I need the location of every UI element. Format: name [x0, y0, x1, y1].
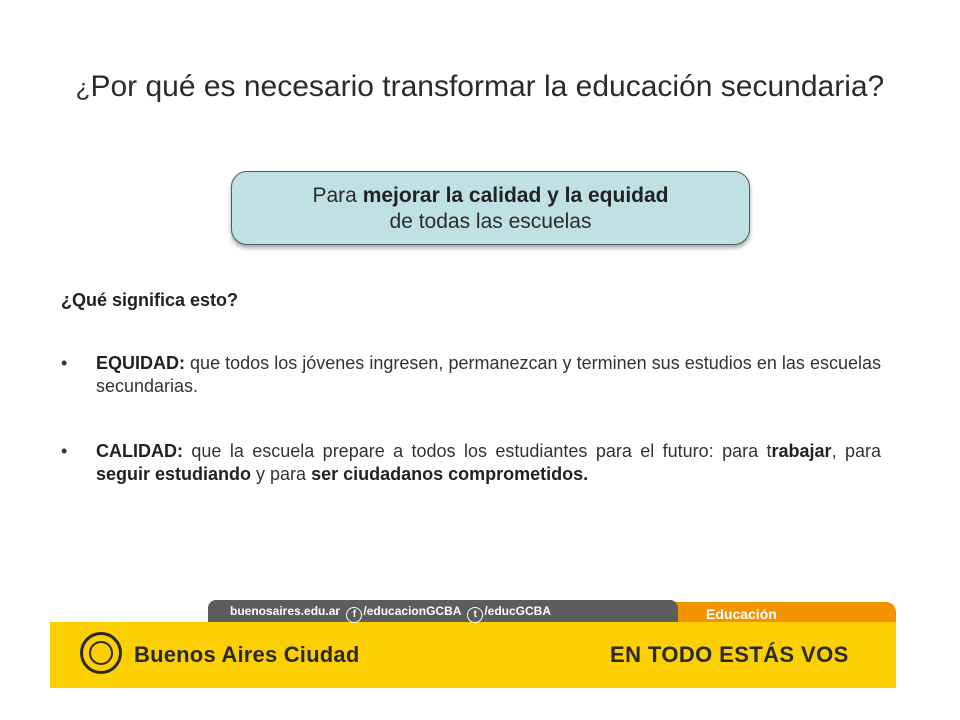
title-lead-mark: ¿ [75, 75, 91, 102]
bullet-text: CALIDAD: que la escuela prepare a todos los estudiantes para el futuro: para trabajar, para seguir estudiando y para ser ciudadanos comprometidos. [96, 441, 881, 484]
bullet-marker: • [61, 441, 68, 461]
city-name: Buenos Aires Ciudad [134, 642, 360, 667]
callout-prefix: Para [312, 184, 363, 207]
twitter-icon: t [467, 607, 483, 623]
bullet-calidad [61, 440, 881, 486]
section-tab-educacion: Educación [646, 602, 896, 622]
footer-links-strip [208, 600, 678, 622]
title-text: Por qué es necesario transformar la educación secundaria? [90, 70, 885, 103]
bullet-equidad [61, 352, 881, 398]
callout-line-1 [232, 183, 749, 209]
city-seal-icon [80, 632, 122, 674]
footer-yellow-bar [50, 622, 896, 688]
facebook-link[interactable]: /educacionGCBA [363, 604, 461, 618]
facebook-icon: f [346, 607, 362, 623]
callout-line-2: de todas las escuelas [389, 210, 592, 233]
footer-banner [50, 600, 896, 688]
bullet-text: EQUIDAD: que todos los jóvenes ingresen, permanezcan y terminen sus estudios en las escuelas secundarias. [96, 353, 881, 396]
question-heading: ¿Qué significa esto? [61, 290, 239, 310]
twitter-link[interactable]: /educGCBA [484, 604, 551, 618]
site-link[interactable]: buenosaires.edu.ar [230, 604, 341, 618]
bullet-marker: • [61, 353, 68, 373]
slide-title [60, 66, 900, 110]
bullet-term: CALIDAD: [96, 441, 183, 461]
slogan: EN TODO ESTÁS VOS [610, 642, 849, 667]
callout-box [231, 171, 750, 245]
callout-bold: mejorar la calidad y la equidad [362, 184, 669, 207]
bullet-term: EQUIDAD: [96, 353, 185, 373]
